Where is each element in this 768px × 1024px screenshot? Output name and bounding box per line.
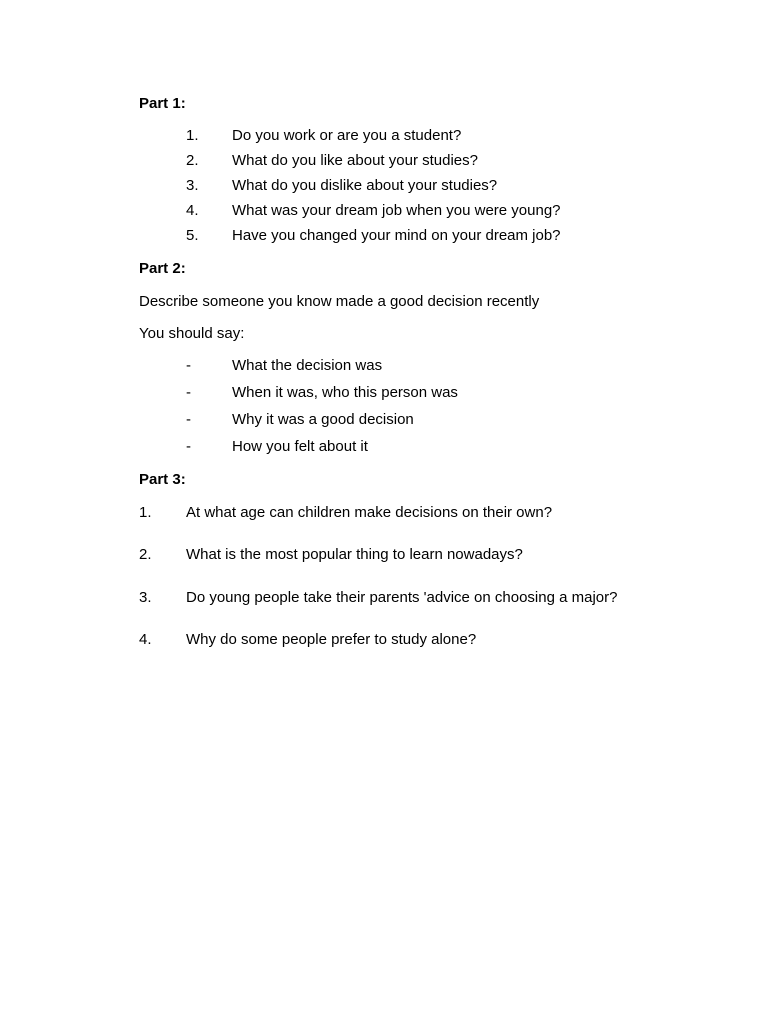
part1-question-text: What do you dislike about your studies?: [232, 177, 498, 194]
part3-question-text: Why do some people prefer to study alone?: [186, 631, 477, 648]
part1-question-number: 2.: [186, 152, 199, 169]
part2-heading: Part 2:: [139, 260, 186, 277]
part2-point-text: What the decision was: [232, 357, 383, 374]
part2-point-text: Why it was a good decision: [232, 411, 414, 428]
part3-heading: Part 3:: [139, 471, 186, 488]
part1-question-text: What was your dream job when you were young?: [232, 202, 561, 219]
part1-heading: Part 1:: [139, 95, 186, 112]
part2-point-text: When it was, who this person was: [232, 384, 458, 401]
part1-question-text: Do you work or are you a student?: [232, 127, 462, 144]
part2-say-label: You should say:: [139, 325, 245, 342]
part1-question-number: 4.: [186, 202, 199, 219]
part1-question-number: 1.: [186, 127, 199, 144]
part2-bullet: -: [186, 384, 191, 401]
part3-question-text: At what age can children make decisions on their own?: [186, 504, 553, 521]
part2-bullet: -: [186, 438, 191, 455]
part3-question-number: 4.: [139, 631, 152, 648]
part2-bullet: -: [186, 357, 191, 374]
part1-question-text: Have you changed your mind on your dream job?: [232, 227, 561, 244]
part3-question-text: What is the most popular thing to learn nowadays?: [186, 546, 523, 563]
part3-question-number: 2.: [139, 546, 152, 563]
part1-question-number: 3.: [186, 177, 199, 194]
part3-question-number: 3.: [139, 589, 152, 606]
part3-question-text: Do young people take their parents 'advice on choosing a major?: [186, 589, 618, 606]
part3-question-number: 1.: [139, 504, 152, 521]
part2-point-text: How you felt about it: [232, 438, 368, 455]
part1-question-text: What do you like about your studies?: [232, 152, 478, 169]
part2-prompt: Describe someone you know made a good decision recently: [139, 293, 540, 310]
part2-bullet: -: [186, 411, 191, 428]
part1-question-number: 5.: [186, 227, 199, 244]
